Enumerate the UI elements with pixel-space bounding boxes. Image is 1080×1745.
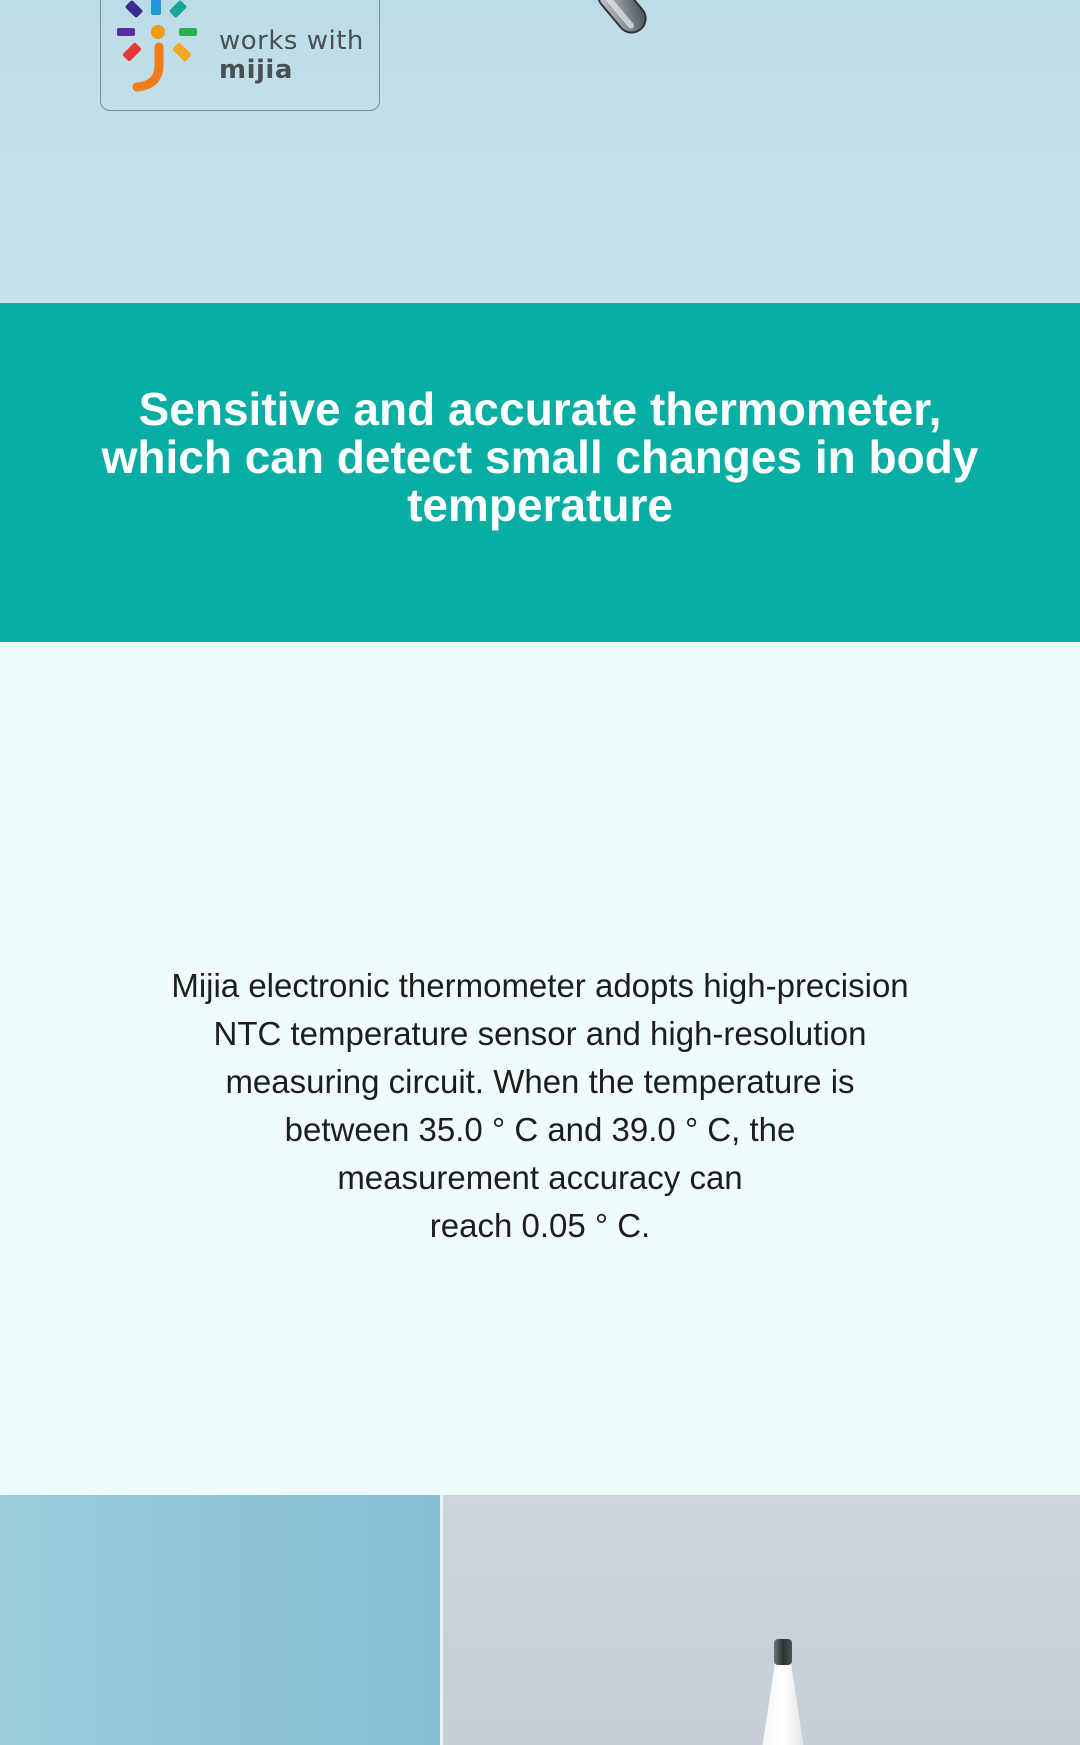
works-with-mijia-badge: [100, 0, 380, 111]
hero-image: [0, 0, 1080, 303]
bottom-right-image: [443, 1495, 1080, 1745]
headline-banner: [0, 303, 1080, 642]
description-text: Mijia electronic thermometer adopts high-precision NTC temperature sensor and high-resolution measuring circuit. When the temperature is between 35.0 ° C and 39.0 ° C, the measurement accuracy can reach 0.05 ° C.: [171, 967, 909, 1244]
works-with-label: works with: [219, 26, 364, 56]
mijia-wordmark: mijia: [219, 55, 293, 85]
mijia-flower-logo-icon: [115, 0, 201, 95]
thermometer-tip-icon: [753, 1625, 813, 1745]
description-section: [0, 642, 1080, 1495]
bottom-left-image: [0, 1495, 440, 1745]
headline-title: Sensitive and accurate thermometer, which can detect small changes in body temperature: [101, 382, 979, 531]
thermometer-probe-icon: [595, 0, 665, 44]
